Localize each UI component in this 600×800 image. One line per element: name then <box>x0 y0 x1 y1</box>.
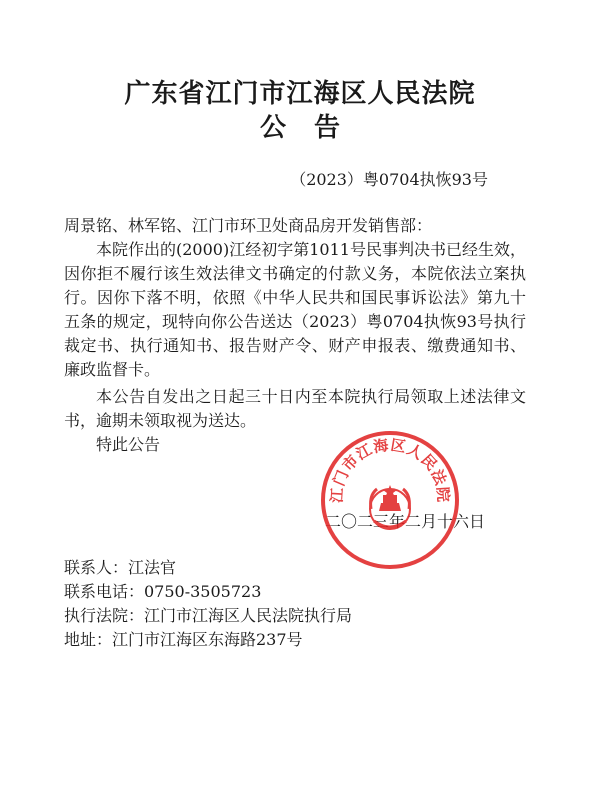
national-emblem-icon <box>370 485 410 529</box>
seal-text: 江门市江海区人民法院 <box>327 435 453 504</box>
executing-court: 执行法院：江门市江海区人民法院执行局 <box>64 606 353 625</box>
court-seal-icon <box>319 429 461 571</box>
document-type: 公告 <box>259 113 368 143</box>
contact-phone: 联系电话：0750-3505723 <box>64 582 262 601</box>
court-address: 地址：江门市江海区东海路237号 <box>64 630 303 649</box>
court-name: 广东省江门市江海区人民法院 <box>124 79 476 109</box>
body-paragraph-1: 本院作出的(2000)江经初字第1011号民事判决书已经生效，因你拒不履行该生效法律文书确定的付款义务，本院依法立案执行。因你下落不明，依照《中华人民共和国民事诉讼法》第九十五条的规定，现特向你公告送达（2023）粤0704执恢93号执行裁定书、执行通知书、报告财产令、财产申报表、缴费通知书、廉政监督卡。 <box>64 240 526 379</box>
issue-date: 二〇二三年二月十六日 <box>324 512 485 531</box>
case-number: （2023）粤0704执恢93号 <box>290 170 488 189</box>
closing-remark: 特此公告 <box>96 435 161 454</box>
addressee: 周景铭、林军铭、江门市环卫处商品房开发销售部： <box>64 216 433 235</box>
contact-person: 联系人：江法官 <box>64 558 177 577</box>
body-paragraph-2: 本公告自发出之日起三十日内至本院执行局领取上述法律文书，逾期未领取视为送达。 <box>64 387 526 430</box>
